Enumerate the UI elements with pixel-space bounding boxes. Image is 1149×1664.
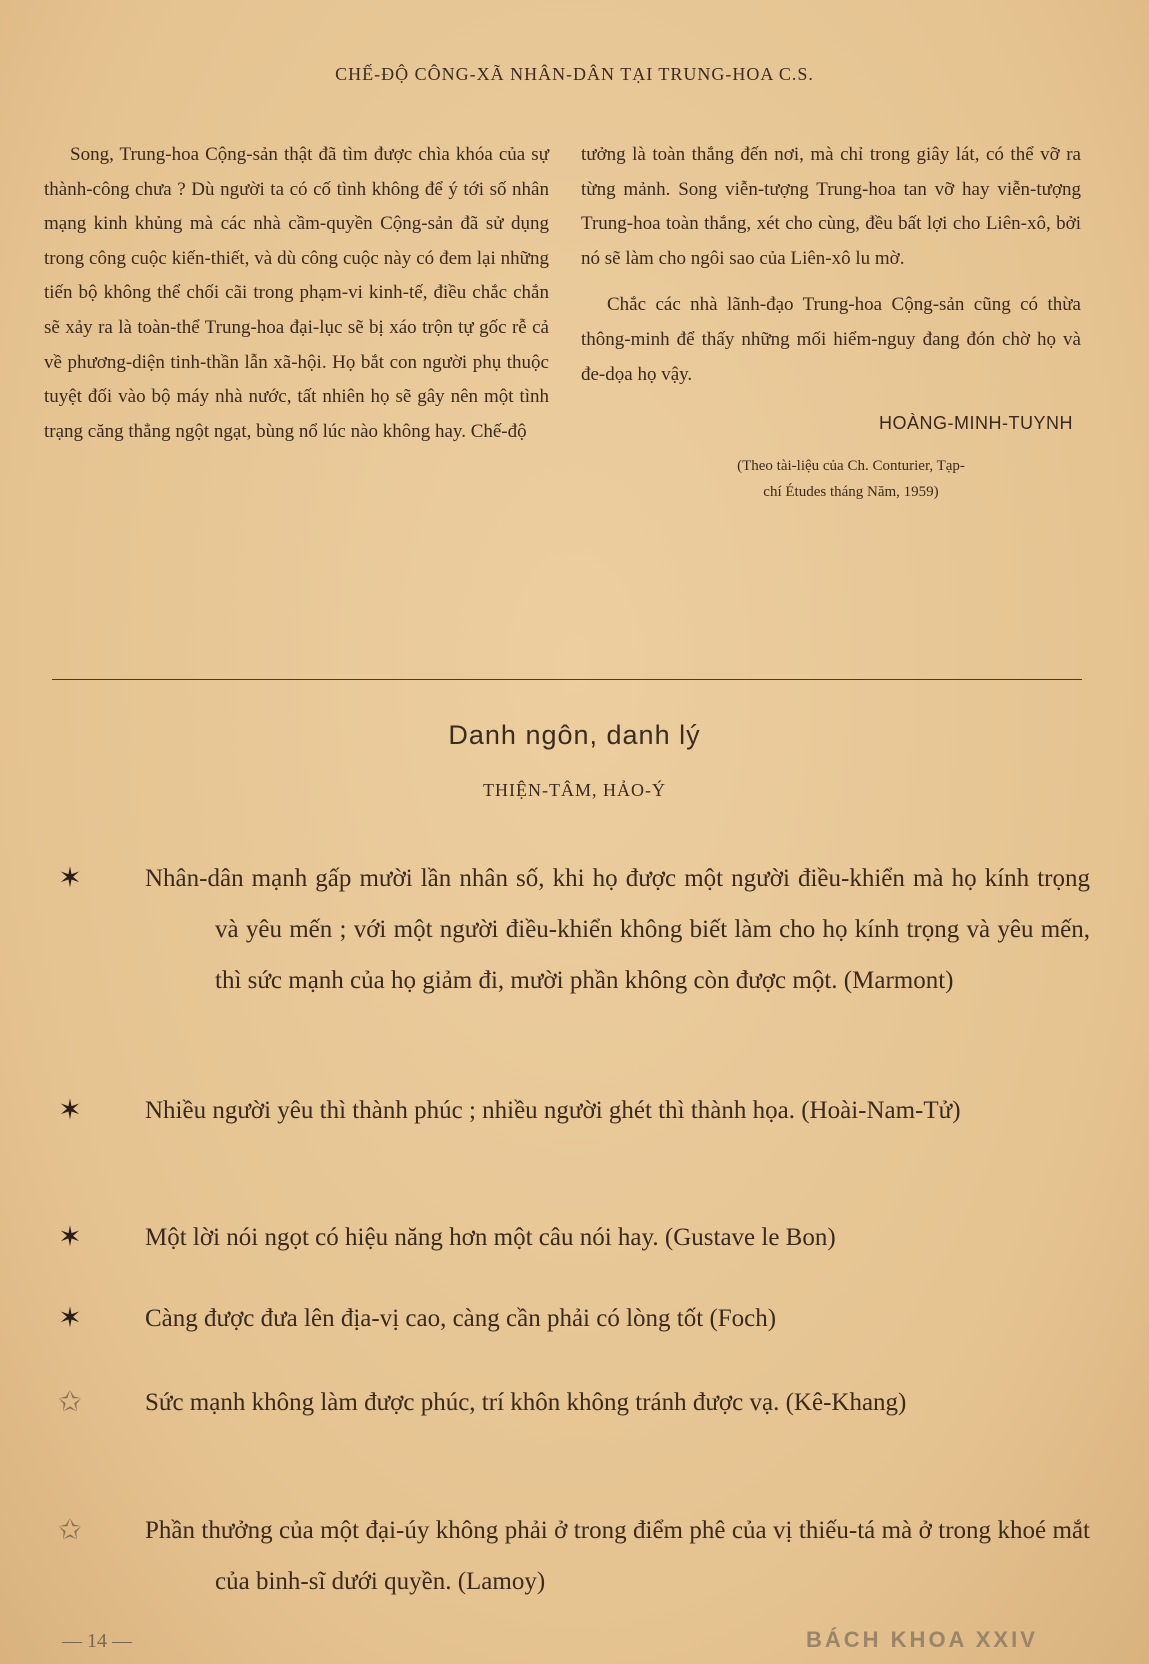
article-left-column — [44, 138, 549, 449]
article-right-column — [581, 138, 1081, 505]
star-icon: ✶ — [58, 863, 82, 894]
quote-item — [50, 1293, 1090, 1344]
source-line: (Theo tài-liệu của Ch. Conturier, Tạp- — [737, 457, 965, 474]
article-author: HOÀNG-MINH-TUYNH — [879, 413, 1073, 434]
quote-item — [50, 1085, 1090, 1136]
quote-text: Một lời nói ngọt có hiệu năng hơn một câu nói hay. (Gustave le Bon) — [145, 1224, 836, 1251]
quote-item — [50, 1505, 1090, 1607]
article-source — [581, 453, 1081, 505]
quote-text: Phần thưởng của một đại-úy không phải ở trong điểm phê của vị thiếu-tá mà ở trong khoé mắt của binh-sĩ dưới quyền. (Lamoy) — [145, 1517, 1090, 1595]
source-line: chí Études tháng Năm, 1959) — [763, 483, 939, 500]
footer-title: BÁCH KHOA XXIV — [806, 1627, 1038, 1652]
quote-item — [50, 1212, 1090, 1263]
article-paragraph: Song, Trung-hoa Cộng-sản thật đã tìm được chìa khóa của sự thành-công chưa ? Dù người ta có cố tình không để ý tới số nhân mạng kinh khủng mà các nhà cầm-quyền Cộng-sản đã sử dụng trong công cuộc kiến-thiết, và dù công cuộc này có đem lại những tiến bộ không thể chối cãi trong phạm-vi kinh-tế, điều chắc chắn sẽ xảy ra là toàn-thể Trung-hoa đại-lục sẽ bị xáo trộn tự gốc rễ cả về phương-diện tinh-thần lẫn xã-hội. Họ bắt con người phụ thuộc tuyệt đối vào bộ máy nhà nước, tất nhiên họ sẽ gây nên một tình trạng căng thẳng ngột ngạt, bùng nổ lúc nào không hay. Chế-độ — [44, 144, 549, 442]
star-icon: ✶ — [58, 1303, 82, 1334]
quote-text: Sức mạnh không làm được phúc, trí khôn không tránh được vạ. (Kê-Khang) — [145, 1389, 907, 1416]
hollow-star-icon: ✩ — [58, 1515, 82, 1546]
star-icon: ✶ — [58, 1222, 82, 1253]
quote-text: Nhiều người yêu thì thành phúc ; nhiều người ghét thì thành họa. (Hoài-Nam-Tử) — [145, 1097, 961, 1124]
running-head: CHẾ-ĐỘ CÔNG-XÃ NHÂN-DÂN TẠI TRUNG-HOA C.S. — [335, 64, 814, 84]
hollow-star-icon: ✩ — [58, 1387, 82, 1418]
quote-text: Càng được đưa lên địa-vị cao, càng cần phải có lòng tốt (Foch) — [145, 1305, 777, 1332]
section-title: Danh ngôn, danh lý — [448, 720, 701, 750]
quote-item — [50, 1377, 1090, 1428]
section-authors: THIỆN-TÂM, HẢO-Ý — [483, 780, 666, 800]
section-divider — [52, 679, 1082, 680]
quote-text: Nhân-dân mạnh gấp mười lần nhân số, khi họ được một người điều-khiển mà họ kính trọng và yêu mến ; với một người điều-khiển không biết làm cho họ kính trọng và yêu mến, thì sức mạnh của họ giảm đi, mười phần không còn được một. (Marmont) — [145, 865, 1090, 994]
article-paragraph: Chắc các nhà lãnh-đạo Trung-hoa Cộng-sản cũng có thừa thông-minh để thấy những mối hiểm-nguy đang đón chờ họ và đe-dọa họ vậy. — [581, 294, 1081, 385]
article-paragraph-continued: tưởng là toàn thắng đến nơi, mà chỉ trong giây lát, có thể vỡ ra từng mảnh. Song viễn-tượng Trung-hoa tan vỡ hay viễn-tượng Trung-hoa toàn thắng, xét cho cùng, đều bất lợi cho Liên-xô, bởi nó sẽ làm cho ngôi sao của Liên-xô lu mờ. — [581, 144, 1081, 269]
page-number: — 14 — — [62, 1630, 132, 1652]
quote-item — [50, 853, 1090, 1006]
star-icon: ✶ — [58, 1095, 82, 1126]
